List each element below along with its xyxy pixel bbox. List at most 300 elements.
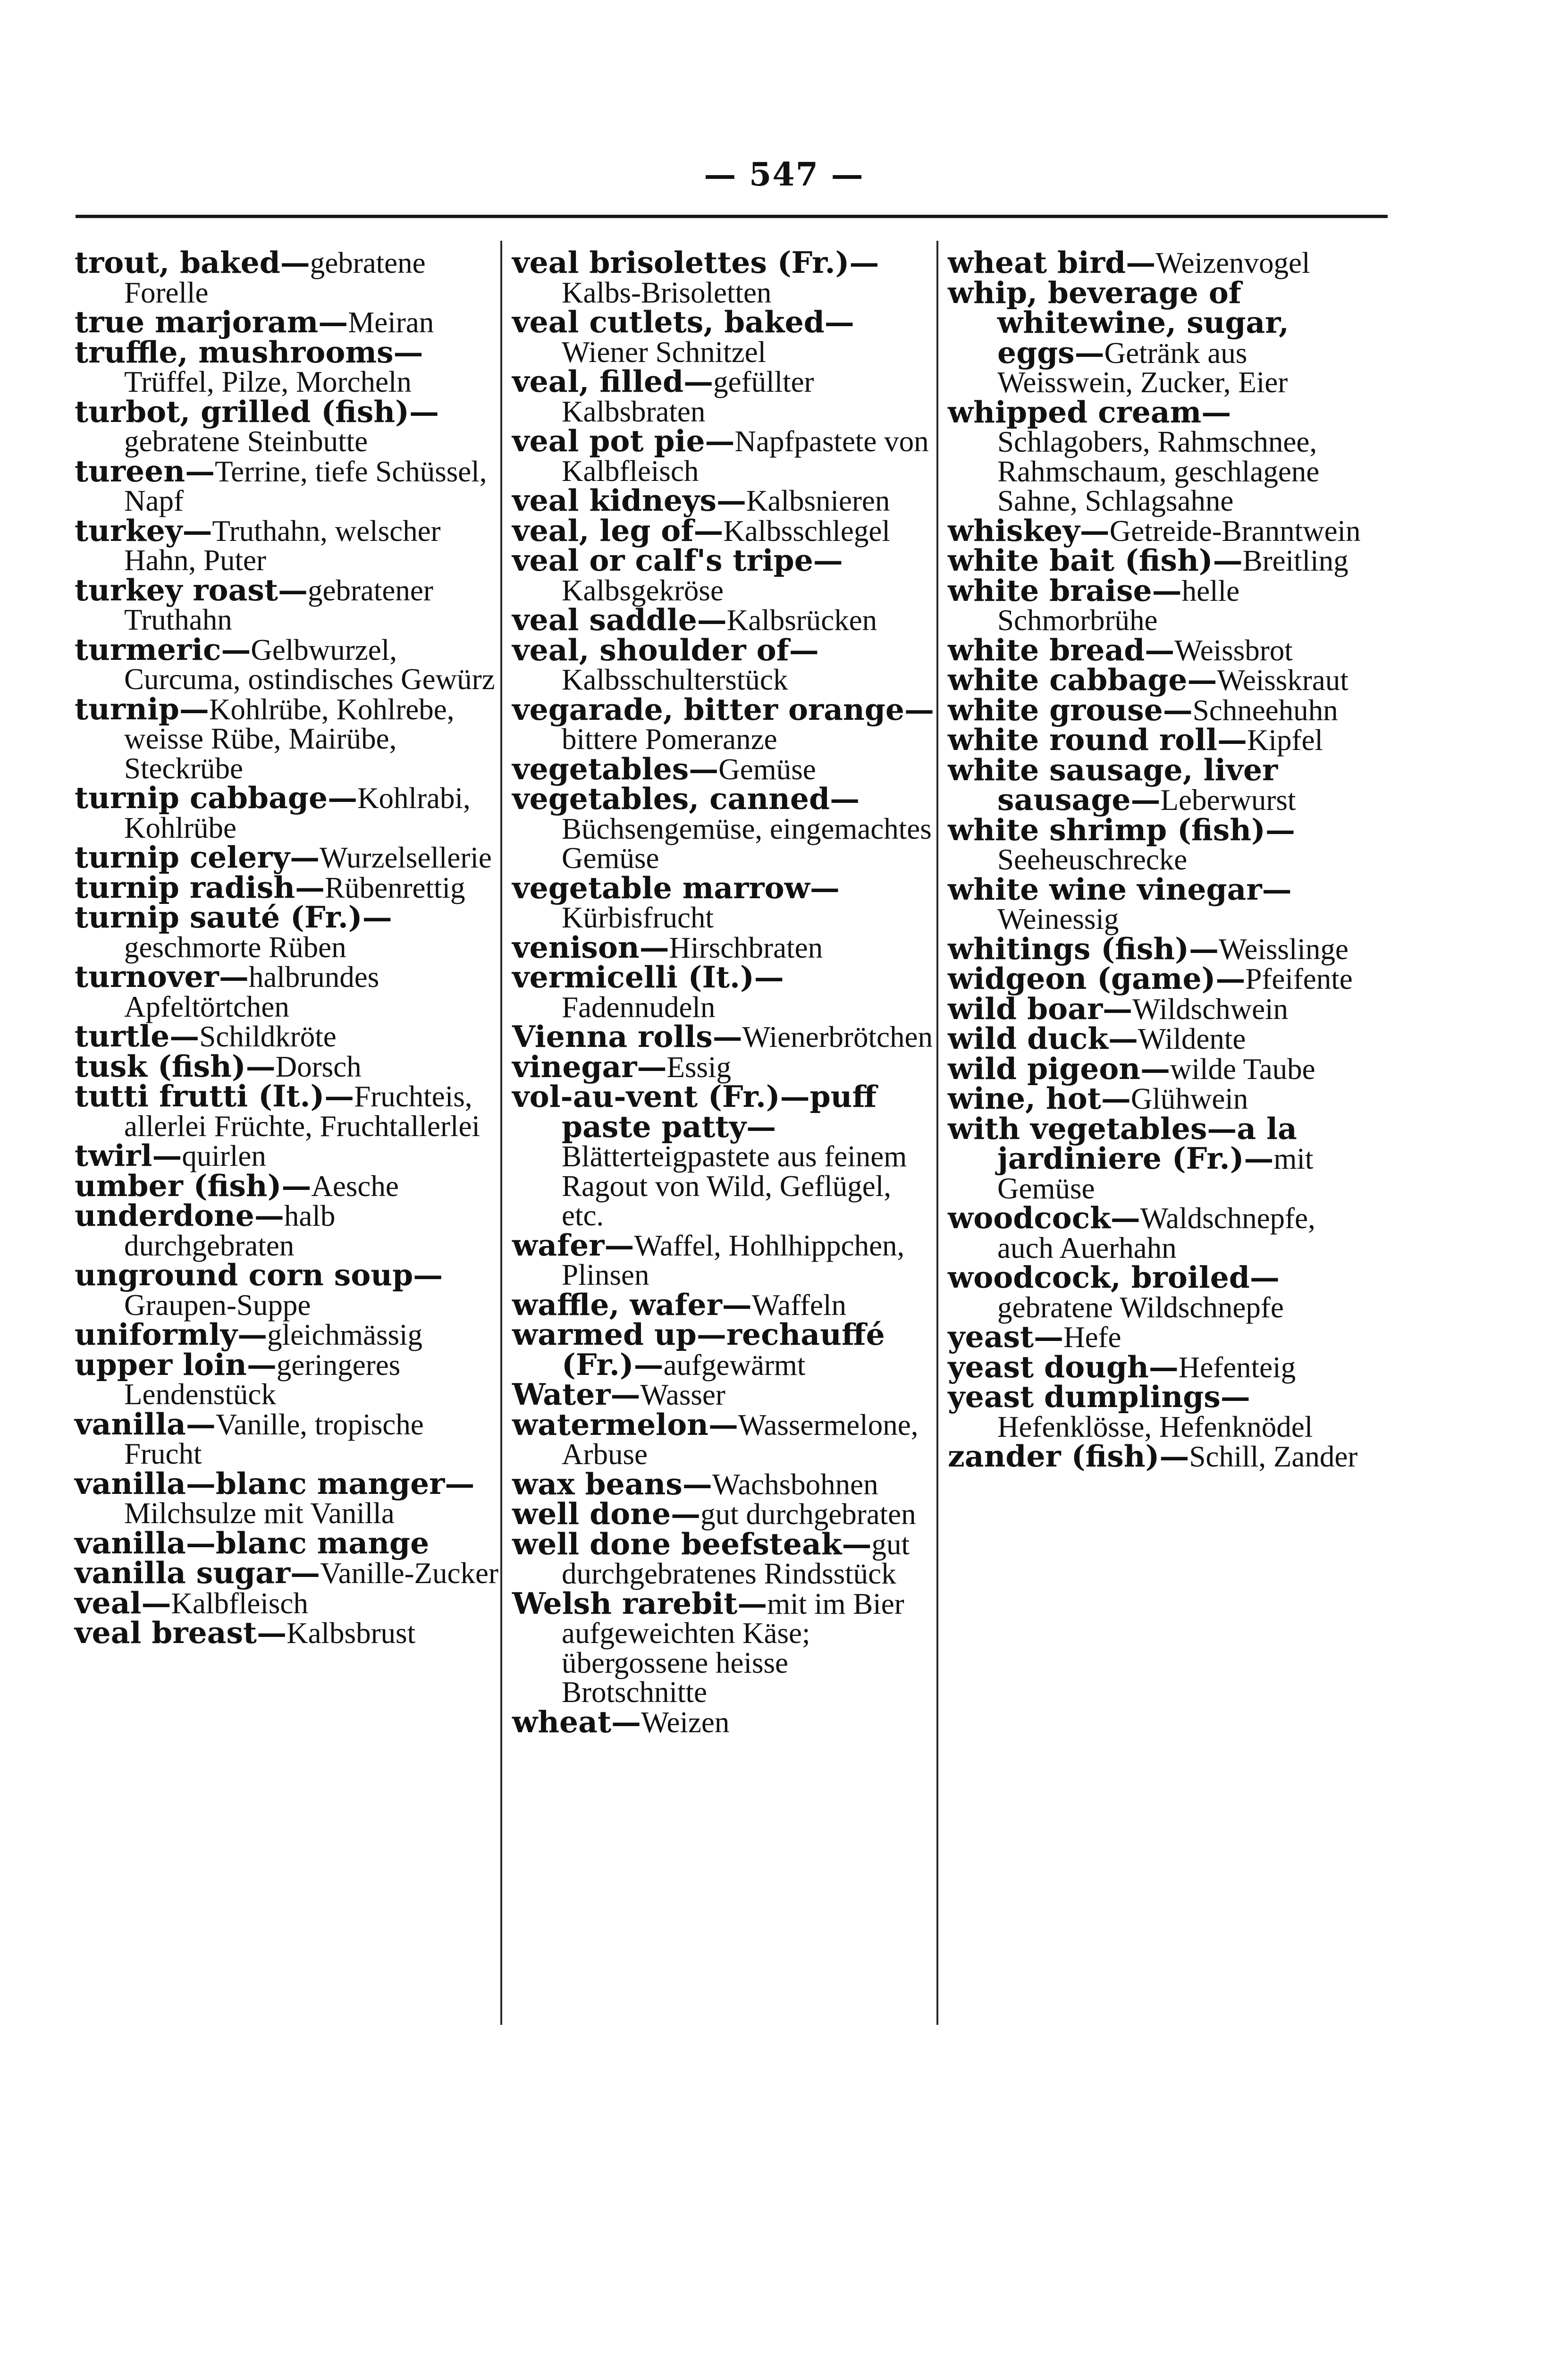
entry-dash: — xyxy=(324,1079,354,1113)
dictionary-entry xyxy=(75,1555,499,1590)
dictionary-entry xyxy=(512,1377,937,1412)
entry-definition: Kürbisfrucht xyxy=(562,901,714,934)
entry-definition: Breitling xyxy=(1242,544,1349,577)
entry-term: umber (fish) xyxy=(75,1168,282,1203)
entry-term: yeast dumplings xyxy=(948,1379,1221,1414)
entry-dash: — xyxy=(1034,1319,1064,1354)
dictionary-entry xyxy=(512,543,937,607)
dictionary-entry xyxy=(948,245,1373,280)
entry-term: turtle xyxy=(75,1019,170,1054)
entry-term: white round roll xyxy=(948,722,1217,757)
entry-term: vegetables xyxy=(512,751,689,786)
entry-definition: Weissbrot xyxy=(1174,633,1293,667)
entry-dash: — xyxy=(611,1704,641,1739)
entry-term: turmeric xyxy=(75,632,221,667)
entry-dash: — xyxy=(824,304,854,339)
entry-dash: — xyxy=(290,840,320,875)
entry-definition: Graupen-Suppe xyxy=(124,1288,311,1322)
entry-definition: Wachsbohnen xyxy=(712,1467,878,1501)
entry-dash: — xyxy=(1187,662,1217,697)
dictionary-entry xyxy=(948,1260,1373,1324)
entry-definition: gut durchgebraten xyxy=(700,1498,916,1531)
entry-definition: Fruchteis, allerlei Früchte, Fruchtallerlei xyxy=(124,1080,480,1143)
dictionary-entry xyxy=(75,1081,499,1141)
entry-term: trout, baked xyxy=(75,245,280,280)
entry-definition: Waffel, Hohlhippchen, Plinsen xyxy=(562,1229,905,1291)
dictionary-entry xyxy=(948,961,1373,996)
entry-term: tutti frutti (It.) xyxy=(75,1079,325,1113)
dictionary-entry xyxy=(75,1615,499,1650)
entry-dash: — xyxy=(712,1019,742,1054)
entry-term: upper loin xyxy=(75,1347,247,1382)
entry-dash: — xyxy=(746,1109,776,1144)
entry-dash: — xyxy=(182,513,212,548)
entry-definition: Meiran xyxy=(348,306,434,339)
entry-definition: geringeres Lendenstück xyxy=(124,1348,401,1411)
entry-definition: Weisslinge xyxy=(1218,932,1349,966)
entry-term: vanilla sugar xyxy=(75,1555,291,1590)
entry-definition: Waldschnepfe, auch Auerhahn xyxy=(997,1202,1315,1264)
dictionary-entry xyxy=(512,1526,937,1590)
dictionary-entry xyxy=(512,1585,937,1709)
entry-definition: Getreide-Branntwein xyxy=(1109,514,1361,548)
dictionary-entry xyxy=(512,1407,937,1471)
entry-term: veal cutlets, baked xyxy=(512,304,825,339)
entry-term: white bread xyxy=(948,632,1145,667)
entry-definition: Kalbs-Brisoletten xyxy=(562,276,772,309)
entry-dash: — xyxy=(689,751,719,786)
entry-term: Water xyxy=(512,1377,611,1412)
entry-definition: Kalbsbrust xyxy=(287,1617,416,1650)
dictionary-entry xyxy=(948,752,1373,817)
entry-definition: Vanille-Zucker xyxy=(320,1557,498,1590)
dictionary-entry xyxy=(75,1048,499,1084)
entry-dash: — xyxy=(413,1257,443,1292)
dictionary-entry xyxy=(75,1585,499,1620)
dictionary-entry xyxy=(948,1441,1373,1472)
entry-term: woodcock xyxy=(948,1200,1111,1235)
entry-dash: — xyxy=(1103,991,1133,1026)
entry-definition: Weizenvogel xyxy=(1155,246,1310,279)
entry-term: yeast xyxy=(948,1319,1034,1354)
entry-definition: gut durchgebratenes Rindsstück xyxy=(562,1527,910,1590)
entry-term: wine, hot xyxy=(948,1081,1101,1116)
entry-definition: gleichmässig xyxy=(267,1318,422,1351)
entry-dash: — xyxy=(185,453,215,489)
entry-definition: Kalbsschlegel xyxy=(723,514,890,548)
entry-term: vanilla—blanc manger xyxy=(75,1466,445,1501)
entry-term: uniformly xyxy=(75,1317,238,1352)
entry-dash: — xyxy=(1244,1141,1274,1176)
column-2 xyxy=(512,245,937,1739)
dictionary-entry xyxy=(512,513,937,548)
entry-term: underdone xyxy=(75,1198,254,1233)
entry-dash: — xyxy=(152,1138,182,1173)
dictionary-entry xyxy=(948,662,1373,697)
entry-term: wheat bird xyxy=(948,245,1126,280)
entry-definition: Glühwein xyxy=(1130,1082,1248,1115)
entry-definition: Schill, Zander xyxy=(1189,1440,1358,1473)
entry-dash: — xyxy=(1213,543,1243,578)
entry-dash: — xyxy=(254,1198,284,1233)
entry-definition: Weisskraut xyxy=(1217,664,1349,697)
entry-dash: — xyxy=(237,1317,268,1352)
entry-dash: — xyxy=(1079,513,1110,548)
entry-term: tureen xyxy=(75,453,185,489)
entry-dash: — xyxy=(409,394,439,429)
column-3 xyxy=(948,245,1373,1474)
entry-term: well done xyxy=(512,1496,671,1531)
entry-definition: Napfpastete von Kalbfleisch xyxy=(562,425,929,488)
dictionary-entry xyxy=(948,1111,1373,1205)
entry-dash: — xyxy=(1126,245,1156,280)
dictionary-entry xyxy=(512,602,937,637)
entry-dash: — xyxy=(1189,931,1219,966)
entry-term: white sausage, liver sausage xyxy=(948,752,1278,817)
dictionary-entry xyxy=(512,1287,937,1322)
column-1 xyxy=(75,245,499,1650)
entry-definition: Wildente xyxy=(1138,1022,1246,1055)
entry-definition: Seeheuschrecke xyxy=(997,843,1188,876)
entry-dash: — xyxy=(813,543,843,578)
entry-definition: bittere Pomeranze xyxy=(562,723,777,756)
dictionary-entry xyxy=(75,394,499,458)
dictionary-entry xyxy=(75,691,499,785)
entry-dash: — xyxy=(610,1377,641,1412)
entry-definition: Kalbsschulterstück xyxy=(562,663,788,696)
entry-definition: gebratene Forelle xyxy=(124,246,426,309)
entry-dash: — xyxy=(179,691,209,726)
entry-dash: — xyxy=(754,960,784,995)
entry-dash: — xyxy=(445,1466,475,1501)
entry-term: woodcock, broiled xyxy=(948,1260,1250,1295)
dictionary-entry xyxy=(948,573,1373,637)
entry-term: venison xyxy=(512,929,640,965)
entry-definition: Kalbsrücken xyxy=(726,604,877,637)
entry-term: turkey xyxy=(75,513,183,548)
entry-definition: gebratene Steinbutte xyxy=(124,425,368,458)
entry-term: veal, filled xyxy=(512,364,684,399)
entry-term: wax beans xyxy=(512,1466,683,1501)
dictionary-entry xyxy=(948,692,1373,727)
entry-definition: Leberwurst xyxy=(1160,784,1296,817)
column-divider xyxy=(500,241,502,2025)
entry-definition: Blätterteigpastete aus feinem Ragout von Wild, Geflügel, etc. xyxy=(562,1140,907,1232)
entry-definition: Schlagobers, Rahmschnee, Rahmschaum, geschlagene Sahne, Schlagsahne xyxy=(997,425,1320,517)
dictionary-entry xyxy=(75,1406,499,1470)
entry-term: turnip celery xyxy=(75,840,290,875)
entry-term: veal, leg of xyxy=(512,513,694,548)
entry-dash: — xyxy=(328,780,358,815)
entry-definition: Wiener Schnitzel xyxy=(562,335,767,369)
dictionary-entry xyxy=(948,722,1373,757)
entry-definition: Wildschwein xyxy=(1132,992,1289,1026)
entry-dash: — xyxy=(737,1585,767,1621)
column-divider xyxy=(936,241,938,2025)
dictionary-entry xyxy=(75,1317,499,1352)
entry-dash: — xyxy=(708,1407,738,1442)
dictionary-entry xyxy=(512,1704,937,1739)
entry-definition: Vanille, tropische Frucht xyxy=(124,1408,424,1470)
entry-dash: — xyxy=(716,483,746,518)
entry-term: whipped cream xyxy=(948,394,1202,430)
entry-definition: quirlen xyxy=(182,1139,266,1172)
entry-dash: — xyxy=(1110,1200,1140,1235)
dictionary-entry xyxy=(512,1227,937,1291)
entry-dash: — xyxy=(705,423,735,458)
dictionary-entry xyxy=(948,513,1373,548)
entry-term: tusk (fish) xyxy=(75,1048,246,1084)
entry-definition: Hefenklösse, Hefenknödel xyxy=(997,1410,1313,1443)
entry-term: turbot, grilled (fish) xyxy=(75,394,409,429)
entry-definition: Kalbsgekröse xyxy=(562,573,724,607)
entry-term: vanilla xyxy=(75,1406,186,1441)
dictionary-entry xyxy=(512,304,937,369)
dictionary-entry xyxy=(75,780,499,844)
entry-term: veal, shoulder of xyxy=(512,632,789,667)
entry-term: vegarade, bitter orange xyxy=(512,691,904,727)
dictionary-entry xyxy=(75,959,499,1023)
dictionary-entry xyxy=(512,1079,937,1232)
entry-term: unground corn soup xyxy=(75,1257,413,1292)
entry-dash: — xyxy=(1249,1260,1280,1295)
entry-term: white bait (fish) xyxy=(948,543,1213,578)
entry-dash: — xyxy=(639,929,669,965)
entry-dash: — xyxy=(1140,1051,1171,1086)
entry-dash: — xyxy=(185,1406,216,1441)
entry-definition: halbrundes Apfeltörtchen xyxy=(124,961,379,1023)
dictionary-entry xyxy=(512,962,937,1022)
dictionary-entry xyxy=(948,1081,1373,1116)
entry-definition: Gemüse xyxy=(718,752,816,786)
entry-definition: Waffeln xyxy=(751,1288,846,1322)
entry-dash: — xyxy=(295,869,325,905)
dictionary-entry xyxy=(512,1019,937,1054)
entry-dash: — xyxy=(830,781,860,816)
entry-dash: — xyxy=(245,1048,276,1084)
entry-definition: Weizen xyxy=(641,1705,730,1739)
entry-dash: — xyxy=(849,245,879,280)
dictionary-entry xyxy=(948,1021,1373,1056)
entry-definition: Gelbwurzel, Curcuma, ostindisches Gewürz xyxy=(124,633,495,696)
entry-dash: — xyxy=(1130,782,1161,817)
entry-term: white braise xyxy=(948,573,1152,608)
dictionary-entry xyxy=(512,632,937,696)
entry-definition: Büchsengemüse, eingemachtes Gemüse xyxy=(562,812,932,875)
entry-dash: — xyxy=(278,572,308,607)
entry-term: turnip radish xyxy=(75,869,295,905)
entry-term: widgeon (game) xyxy=(948,961,1216,996)
entry-definition: helle Schmorbrühe xyxy=(997,574,1240,637)
entry-definition: Wienerbrötchen xyxy=(742,1020,933,1054)
entry-term: veal brisolettes (Fr.) xyxy=(512,245,850,280)
entry-term: yeast dough xyxy=(948,1349,1149,1384)
entry-dash: — xyxy=(1220,1379,1250,1414)
entry-definition: Wurzelsellerie xyxy=(320,841,492,874)
entry-dash: — xyxy=(1101,1081,1131,1116)
dictionary-entry xyxy=(512,1466,937,1501)
entry-term: white shrimp (fish) xyxy=(948,812,1265,847)
entry-definition: Milchsulze mit Vanilla xyxy=(124,1497,395,1530)
entry-dash: — xyxy=(169,1019,200,1054)
entry-term: vermicelli (It.) xyxy=(512,960,754,995)
entry-term: veal xyxy=(75,1585,142,1620)
entry-term: twirl xyxy=(75,1138,152,1173)
dictionary-entry xyxy=(75,1257,499,1322)
entry-definition: Weinessig xyxy=(997,902,1119,936)
dictionary-entry xyxy=(948,1379,1373,1443)
dictionary-entry xyxy=(948,1200,1373,1264)
entry-term: watermelon xyxy=(512,1407,708,1442)
entry-dash: — xyxy=(221,632,251,667)
entry-dash: — xyxy=(683,364,714,399)
dictionary-entry xyxy=(75,304,499,339)
entry-term: wheat xyxy=(512,1704,612,1739)
dictionary-entry xyxy=(512,929,937,965)
entry-definition: mit im Bier aufgeweichten Käse; übergossene heisse Brotschnitte xyxy=(562,1587,904,1709)
dictionary-entry xyxy=(75,1525,499,1560)
entry-term: whip, beverage of whitewine, sugar, eggs xyxy=(948,275,1289,370)
entry-term: wild duck xyxy=(948,1021,1108,1056)
entry-definition: wilde Taube xyxy=(1170,1052,1315,1086)
entry-definition: aufgewärmt xyxy=(663,1348,806,1382)
entry-definition: Kohlrabi, Kohlrübe xyxy=(124,782,471,844)
entry-term: true marjoram xyxy=(75,304,319,339)
entry-definition: Hirschbraten xyxy=(669,931,823,964)
entry-dash: — xyxy=(1262,871,1292,907)
entry-dash: — xyxy=(318,304,348,339)
dictionary-entry xyxy=(75,334,499,398)
entry-dash: — xyxy=(257,1615,287,1650)
dictionary-entry xyxy=(512,1049,937,1084)
entry-term: turnover xyxy=(75,959,219,994)
dictionary-entry xyxy=(75,1466,499,1530)
entry-term: veal kidneys xyxy=(512,483,717,518)
entry-dash: — xyxy=(246,1347,277,1382)
entry-definition: Dorsch xyxy=(275,1050,362,1083)
dictionary-entry xyxy=(75,1168,499,1203)
entry-term: vol-au-vent (Fr.)—puff paste patty xyxy=(512,1079,877,1144)
entry-term: turkey roast xyxy=(75,572,278,607)
dictionary-entry xyxy=(512,364,937,428)
dictionary-entry xyxy=(75,572,499,636)
entry-definition: Fadennudeln xyxy=(562,990,716,1024)
entry-dash: — xyxy=(904,691,934,727)
entry-dash: — xyxy=(1145,632,1175,667)
entry-dash: — xyxy=(281,1168,312,1203)
dictionary-entry xyxy=(948,394,1373,517)
entry-dash: — xyxy=(1074,335,1104,370)
entry-definition: gebratener Truthahn xyxy=(124,573,433,636)
page-number: — 547 — xyxy=(704,156,864,194)
entry-definition: Aesche xyxy=(311,1169,399,1203)
entry-dash: — xyxy=(1163,692,1193,727)
entry-dash: — xyxy=(1148,1349,1179,1384)
entry-definition: gebratene Wildschnepfe xyxy=(997,1290,1284,1324)
dictionary-entry xyxy=(512,483,937,518)
dictionary-entry xyxy=(512,781,937,875)
entry-term: with vegetables—a la jardiniere (Fr.) xyxy=(948,1111,1297,1176)
entry-definition: Kalbfleisch xyxy=(171,1586,308,1620)
entry-term: wild pigeon xyxy=(948,1051,1141,1086)
dictionary-entry xyxy=(512,751,937,786)
dictionary-entry xyxy=(948,1349,1373,1384)
dictionary-entry xyxy=(512,245,937,309)
entry-definition: gefüllter Kalbsbraten xyxy=(562,365,814,428)
entry-term: vinegar xyxy=(512,1049,637,1084)
dictionary-entry xyxy=(948,1051,1373,1086)
entry-definition: Truthahn, welscher Hahn, Puter xyxy=(124,514,441,577)
entry-dash: — xyxy=(362,900,392,935)
entry-definition: mit Gemüse xyxy=(997,1142,1314,1205)
entry-dash: — xyxy=(1201,394,1231,430)
entry-dash: — xyxy=(637,1049,667,1084)
entry-definition: Hefenteig xyxy=(1178,1350,1296,1384)
entry-definition: Kipfel xyxy=(1247,724,1323,757)
dictionary-entry xyxy=(75,1198,499,1262)
dictionary-entry xyxy=(948,632,1373,667)
entry-dash: — xyxy=(219,959,249,994)
entry-term: wafer xyxy=(512,1227,605,1263)
entry-term: vegetable marrow xyxy=(512,870,810,905)
dictionary-entry xyxy=(512,691,937,756)
dictionary-entry xyxy=(948,1319,1373,1354)
entry-term: white wine vinegar xyxy=(948,871,1262,907)
entry-term: well done beefsteak xyxy=(512,1526,842,1561)
dictionary-entry xyxy=(512,423,937,488)
entry-definition: Schildkröte xyxy=(199,1020,337,1053)
entry-dash: — xyxy=(671,1496,701,1531)
entry-dash: — xyxy=(141,1585,171,1620)
entry-dash: — xyxy=(1159,1439,1189,1474)
entry-dash: — xyxy=(290,1555,320,1590)
entry-dash: — xyxy=(393,334,423,370)
dictionary-entry xyxy=(948,871,1373,936)
entry-definition: Kohlrübe, Kohlrebe, weisse Rübe, Mairübe, Steckrübe xyxy=(124,692,455,785)
dictionary-entry xyxy=(75,513,499,577)
entry-definition: halb durchgebraten xyxy=(124,1199,336,1262)
entry-term: turnip cabbage xyxy=(75,780,328,815)
entry-term: zander (fish) xyxy=(948,1439,1160,1474)
entry-dash: — xyxy=(789,632,819,667)
entry-term: white grouse xyxy=(948,692,1163,727)
entry-definition: Wasser xyxy=(640,1378,725,1411)
entry-term: turnip sauté (Fr.) xyxy=(75,900,362,935)
dictionary-entry xyxy=(948,543,1373,578)
entry-dash: — xyxy=(722,1287,752,1322)
entry-dash: — xyxy=(693,513,724,548)
entry-dash: — xyxy=(842,1526,872,1561)
entry-definition: Getränk aus Weisswein, Zucker, Eier xyxy=(997,336,1288,399)
entry-term: veal pot pie xyxy=(512,423,705,458)
dictionary-entry xyxy=(75,1347,499,1411)
entry-term: Welsh rarebit xyxy=(512,1585,738,1621)
dictionary-entry xyxy=(75,632,499,696)
dictionary-entry xyxy=(75,1138,499,1173)
dictionary-entry xyxy=(75,840,499,875)
entry-term: turnip xyxy=(75,691,179,726)
entry-dash: — xyxy=(633,1347,664,1382)
entry-definition: Kalbsnieren xyxy=(746,484,890,517)
entry-dash: — xyxy=(1265,812,1295,847)
entry-dash: — xyxy=(1108,1021,1138,1056)
entry-dash: — xyxy=(809,870,840,905)
entry-term: whiskey xyxy=(948,513,1080,548)
entry-definition: Pfeifente xyxy=(1245,962,1353,995)
entry-term: Vienna rolls xyxy=(512,1019,713,1054)
dictionary-entry xyxy=(948,275,1373,399)
dictionary-entry xyxy=(512,870,937,934)
